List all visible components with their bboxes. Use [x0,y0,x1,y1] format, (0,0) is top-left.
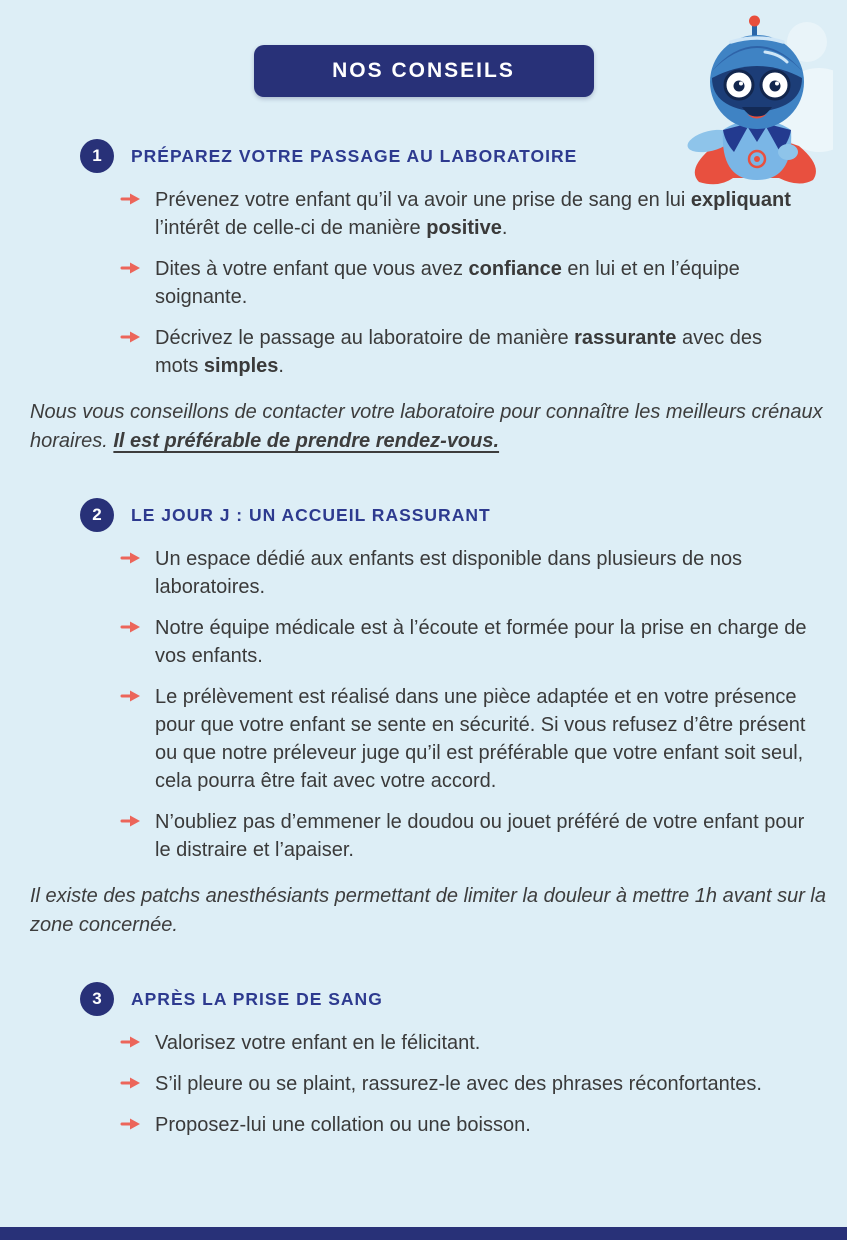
advice-section-3 [0,982,847,1139]
text-run: N’oubliez pas d’emmener le doudou ou jouet préféré de votre enfant pour le distraire et l’apaiser. [155,811,805,861]
text-run: avec des mots [155,327,763,377]
superhero-robot-mascot [681,8,833,200]
text-run: Valorisez votre enfant en le félicitant. [155,1032,481,1054]
right-arrow-icon [120,191,142,242]
bullet-item [120,683,810,795]
right-arrow-icon [120,688,142,795]
text-run: Il est préférable de prendre rendez-vous. [113,430,500,452]
section-title: PRÉPAREZ VOTRE PASSAGE AU LABORATOIRE [131,145,578,166]
text-run: simples [203,355,279,377]
bullet-item [120,1029,810,1057]
text-run: l’intérêt de celle-ci de manière [155,217,427,239]
bullet-text [155,1029,480,1057]
text-run: S’il pleure ou se plaint, rassurez-le avec des phrases réconfortantes. [155,1073,762,1095]
bullet-text [155,255,810,311]
right-arrow-icon [120,550,142,601]
text-run: expliquant [690,189,791,211]
text-run: . [501,217,508,239]
section-number-badge: 2 [80,498,114,532]
bullet-item [120,545,810,601]
section-title: LE JOUR J : UN ACCUEIL RASSURANT [131,504,491,525]
text-run: Notre équipe médicale est à l’écoute et formée pour la prise en charge de vos enfants. [155,617,807,667]
text-run: Un espace dédié aux enfants est disponible dans plusieurs de nos laboratoires. [155,548,743,598]
bullet-list [120,545,810,864]
text-run: Nous vous conseillons de contacter votre laboratoire pour connaître les meilleurs crénaux horaires. [30,401,823,452]
right-arrow-icon [120,1075,142,1098]
advice-sections [0,139,847,1139]
bullet-list [120,186,810,380]
page-title: NOS CONSEILS [332,59,515,82]
text-run: Dites à votre enfant que vous avez [155,258,469,280]
right-arrow-icon [120,1034,142,1057]
section-note [30,882,829,940]
bullet-text [155,545,810,601]
text-run: Décrivez le passage au laboratoire de manière [155,327,575,349]
advice-section-2 [0,498,847,940]
right-arrow-icon [120,619,142,670]
bullet-text [155,683,810,795]
text-run: Prévenez votre enfant qu’il va avoir une prise de sang en lui [155,189,691,211]
section-number-badge: 3 [80,982,114,1016]
text-run: en lui et en l’équipe soignante. [155,258,740,308]
bullet-item [120,1070,810,1098]
bullet-item [120,324,810,380]
text-run: . [278,355,284,377]
text-run: positive [426,217,502,239]
section-note [30,398,829,456]
right-arrow-icon [120,813,142,864]
header-banner [254,45,594,97]
footer-bar [0,1227,847,1240]
right-arrow-icon [120,329,142,380]
bullet-text [155,1111,531,1139]
text-run: Proposez-lui une collation ou une boisson. [155,1114,531,1136]
bullet-item [120,1111,810,1139]
right-arrow-icon [120,1116,142,1139]
bullet-item [120,255,810,311]
bullet-item [120,614,810,670]
right-arrow-icon [120,260,142,311]
bullet-text [155,324,810,380]
bullet-item [120,808,810,864]
bullet-text [155,614,810,670]
text-run: Le prélèvement est réalisé dans une pièce adaptée et en votre présence pour que votre enfant se sente en sécurité. Si vous refusez d’être présent ou que notre préleveur juge qu’il est préférable que votre enfant soit seul, cela pourra être fait avec votre accord. [155,686,806,792]
section-header [80,982,847,1016]
text-run: Il existe des patchs anesthésiants permettant de limiter la douleur à mettre 1h avant sur la zone concernée. [30,885,826,936]
bullet-list [120,1029,810,1139]
bullet-text [155,1070,762,1098]
robot-illustration [681,8,833,200]
section-number-badge: 1 [80,139,114,173]
section-title: APRÈS LA PRISE DE SANG [131,988,383,1009]
text-run: confiance [468,258,562,280]
section-header [80,498,847,532]
text-run: rassurante [574,327,677,349]
bullet-text [155,808,810,864]
